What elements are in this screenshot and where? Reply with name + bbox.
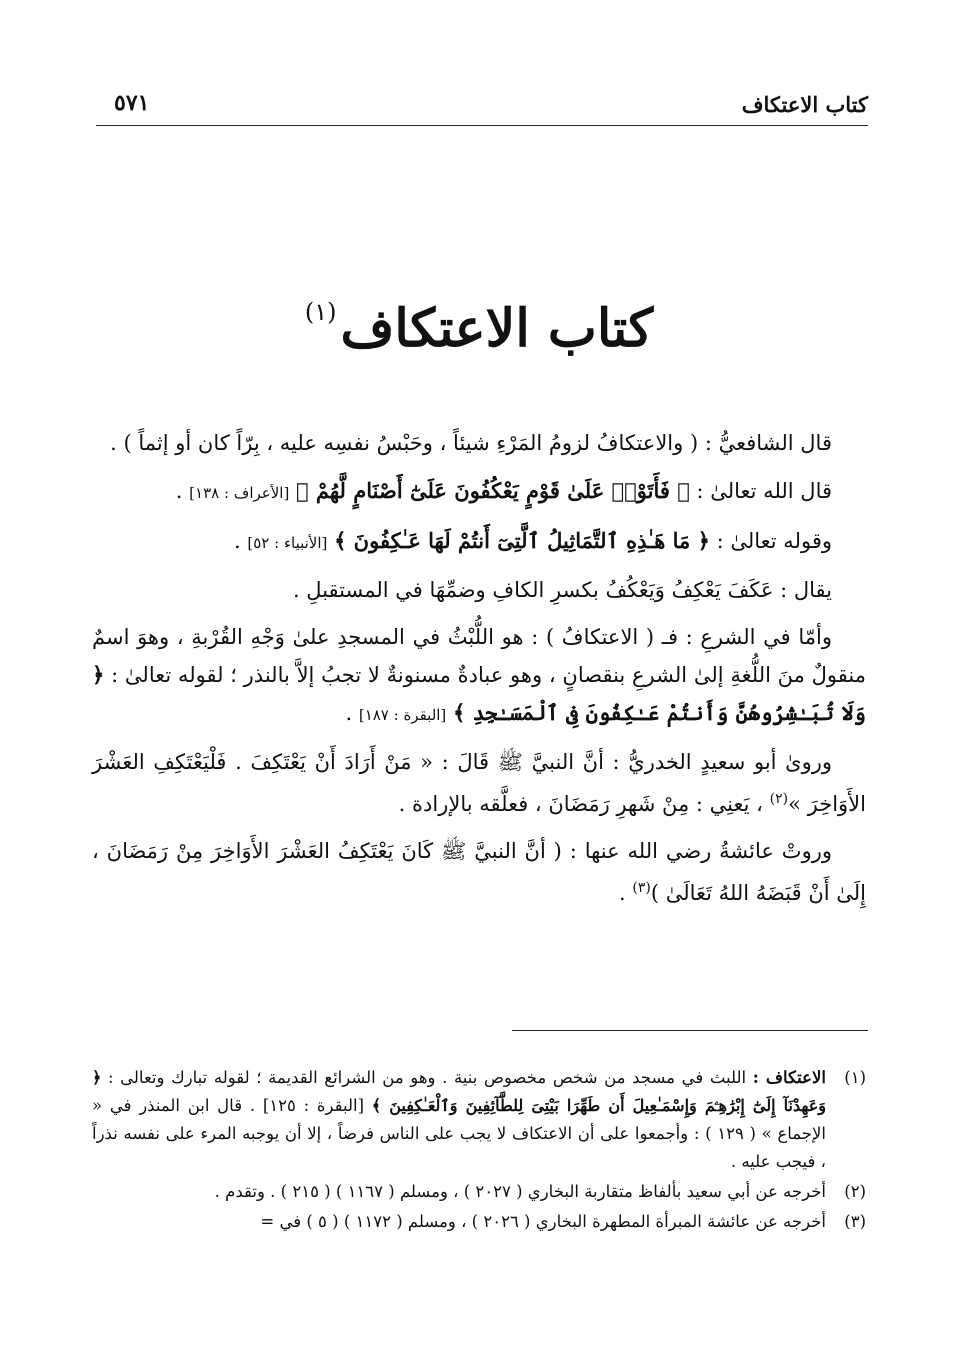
paragraph-verse-araf [92,472,866,512]
paragraph-shafii-definition: قال الشافعيُّ : ( والاعتكافُ لزومُ المَرْءِ شيئاً ، وحَبْسُ نفسِه عليه ، بِرّاً كان أو إثماً ) . [110,431,832,455]
verse-intro: وقوله تعالىٰ : [716,529,832,553]
chapter-heading [0,298,958,359]
page-number: ٥٧١ [114,90,150,116]
quran-verse: ﴿ وَلَا تُبَـٰشِرُوهُنَّ وَأَنتُمْ عَـٰكِفُونَ فِى ٱلْمَسَـٰجِدِ ﴾ [92,662,866,725]
verse-reference: [الأنبياء : ٥٢] [247,534,328,552]
quran-verse: ﴿ وَعَهِدْنَآ إِلَىٰٓ إِبْرَٰهِـۧمَ وَإِسْمَـٰعِيلَ أَن طَهِّرَا بَيْتِىَ لِلطَّآئِفِينَ وَٱلْعَـٰكِفِينَ ﴾ [92,1068,826,1115]
quran-verse: ﴿ مَا هَـٰذِهِ ٱلتَّمَاثِيلُ ٱلَّتِىٓ أَنتُمْ لَهَا عَـٰكِفُونَ ﴾ [334,528,710,553]
running-header [96,88,868,128]
footnote-1 [92,1064,866,1176]
footnote-body: اللبث في مسجد من شخص مخصوص بنية . وهو من الشرائع القديمة ؛ لقوله تبارك وتعالى : [107,1068,747,1087]
paragraph-text: وروىٰ أبو سعيدٍ الخدريُّ : أنَّ النبيَّ ﷺ قَالَ : « مَنْ أَرَادَ أَنْ يَعْتَكِفَ . فَلْيَعْتَكِفِ العَشْرَ الأَوَاخِرَ » [92,750,866,816]
header-rule [96,125,868,126]
verse-intro: قال الله تعالىٰ : [696,479,832,503]
footnote-tail: قال ابن المنذر في « الإجماع » ( ١٢٩ ) : وأجمعوا على أن الاعتكاف لا يجب على الناس فرضاً ، إلا أن يوجبه المرء على نفسه نذراً ، فيجب عليه . [92,1096,826,1171]
footnote-separator [512,1030,868,1031]
footnote-text: أخرجه عن عائشة المبرأة المطهرة البخاري ( ٢٠٢٦ ) ، ومسلم ( ١١٧٢ ) ( ٥ ) في = [260,1212,826,1231]
paragraph-aisha-hadith [92,833,866,912]
footnote-number: (٣) [844,1212,866,1231]
footnotes [92,1064,866,1238]
footnote-mark: (٢) [769,791,789,807]
verse-reference: [الأعراف : ١٣٨] [189,484,290,502]
paragraph-text: وروتْ عائشةُ رضي الله عنها : ( أنَّ النبيَّ ﷺ كَانَ يَعْتَكِفُ العَشْرَ الأَوَاخِرَ مِنْ رَمَضَانَ ، إِلَىٰ أَنْ قَبَضَهُ اللهُ تَعَالَىٰ ) [92,839,866,905]
main-text [92,425,866,922]
footnote-2 [92,1178,866,1206]
sentence-end: . [175,479,183,503]
footnote-text [92,1064,826,1176]
running-chapter-title: كتاب الاعتكاف [741,92,868,117]
paragraph-morphology: يقال : عَكَفَ يَعْكِفُ وَيَعْكُفُ بكسرِ الكافِ وضمِّهَا في المستقبلِ . [292,578,832,602]
footnote-number: (٢) [844,1182,866,1201]
footnote-term: الاعتكاف : [752,1068,826,1087]
footnote-text: أخرجه عن أبي سعيد بألفاظ متقاربة البخاري ( ٢٠٢٧ ) ، ومسلم ( ١١٦٧ ) ( ٢١٥ ) . وتقدم . [214,1182,826,1201]
paragraph-abu-saeed-hadith [92,744,866,823]
sentence-end: . [234,529,241,553]
paragraph-tail: ، يَعنِي : مِنْ شَهرِ رَمَضَانَ ، فعلَّقه بالإرادة . [398,792,763,816]
chapter-title [305,298,653,359]
footnote-mark: (٣) [632,880,651,896]
paragraph-legal-definition [92,619,866,734]
verse-reference: [البقرة : ١٢٥] . [249,1096,365,1115]
verse-reference: [البقرة : ١٨٧] [358,706,447,724]
chapter-title-footnote-mark: (١) [304,298,337,326]
sentence-end: . [619,881,626,905]
sentence-end: . [345,701,353,725]
footnote-number: (١) [844,1068,866,1087]
paragraph-verse-anbiya [92,522,866,562]
quran-verse: ﴿ فَأَتَوْا۟ عَلَىٰ قَوْمٍ يَعْكُفُونَ عَلَىٰٓ أَصْنَامٍ لَّهُمْ ﴾ [295,478,690,503]
footnote-3 [92,1208,866,1236]
paragraph-text: وأمّا في الشرعِ : فـ ( الاعتكافُ ) : هو اللُّبْثُ في المسجدِ علىٰ وَجْهِ القُرْبةِ ، وهوَ اسمٌ منقولٌ منَ اللُّغةِ إلىٰ الشرعِ بنقصانٍ ، وهو عبادةٌ مسنونةٌ لا تجبُ إلاَّ بالنذر ؛ لقوله تعالىٰ : [92,625,866,687]
chapter-title-text: كتاب الاعتكاف [340,298,654,359]
